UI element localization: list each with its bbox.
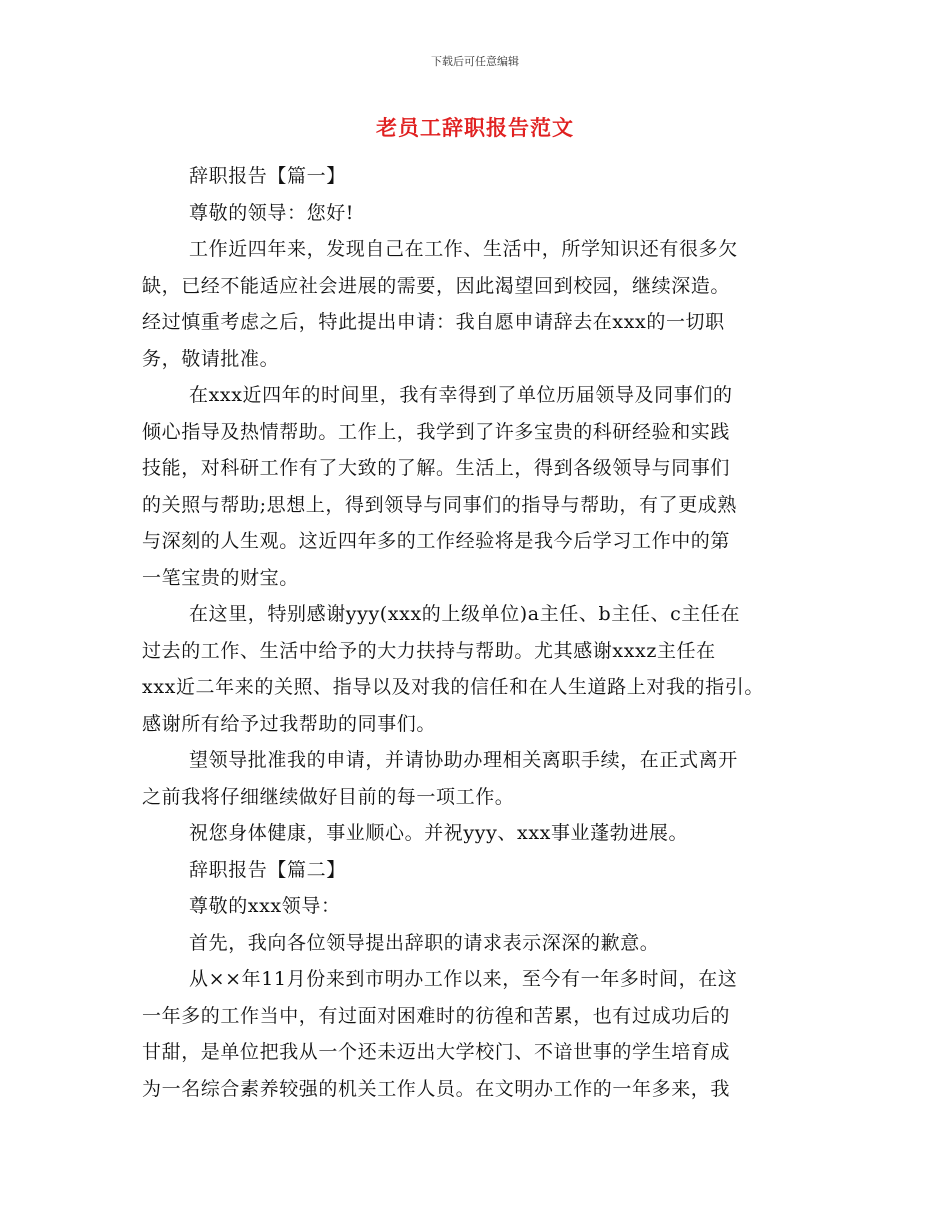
text-line: 的关照与帮助;思想上，得到领导与同事们的指导与帮助，有了更成熟 [142,493,738,516]
text-line: 一年多的工作当中，有过面对困难时的彷徨和苦累，也有过成功后的 [142,1004,731,1027]
text-line: 缺，已经不能适应社会进展的需要，因此渴望回到校园，继续深造。 [142,274,731,297]
page-header-note: 下载后可任意编辑 [431,55,519,68]
text-line: 在这里，特别感谢yyy(xxx的上级单位)a主任、b主任、c主任在 [189,603,741,625]
text-line: 辞职报告【篇一】 [189,165,346,187]
document-body [142,158,832,1107]
text-line: 感谢所有给予过我帮助的同事们。 [142,712,437,735]
text-line: 首先，我向各位领导提出辞职的请求表示深深的歉意。 [189,931,660,954]
text-line: 倾心指导及热情帮助。工作上，我学到了许多宝贵的科研经验和实践 [142,420,731,443]
text-line: 甘甜，是单位把我从一个还未迈出大学校门、不谙世事的学生培育成 [142,1041,731,1063]
text-line: 辞职报告【篇二】 [189,858,346,881]
text-line: 祝您身体健康，事业顺心。并祝yyy、xxx事业蓬勃进展。 [189,822,689,844]
text-line: 为一名综合素养较强的机关工作人员。在文明办工作的一年多来，我 [142,1077,731,1100]
text-line: 技能，对科研工作有了大致的了解。生活上，得到各级领导与同事们 [142,457,731,479]
text-line: 工作近四年来，发现自己在工作、生活中，所学知识还有很多欠 [189,238,738,260]
text-line: 一笔宝贵的财宝。 [142,566,299,589]
text-line: 望领导批准我的申请，并请协助办理相关离职手续，在正式离开 [189,749,738,771]
text-line: 之前我将仔细继续做好目前的每一项工作。 [142,785,515,808]
text-line: 过去的工作、生活中给予的大力扶持与帮助。尤其感谢xxxz主任在 [142,639,716,662]
document-title: 老员工辞职报告范文 [376,115,574,140]
text-line: 尊敬的领导：您好! [189,201,355,224]
text-line: 经过慎重考虑之后，特此提出申请：我自愿申请辞去在xxx的一切职 [142,311,725,333]
text-line: 与深刻的人生观。这近四年多的工作经验将是我今后学习工作中的第 [142,530,731,552]
text-line: 尊敬的xxx领导： [189,895,341,917]
text-line: 从××年11月份来到市明办工作以来，至今有一年多时间，在这 [189,968,738,990]
text-line: xxx近二年来的关照、指导以及对我的信任和在人生道路上对我的指引。 [142,676,764,698]
text-line: 务，敬请批准。 [142,347,280,370]
text-line: 在xxx近四年的时间里，我有幸得到了单位历届领导及同事们的 [189,384,733,406]
